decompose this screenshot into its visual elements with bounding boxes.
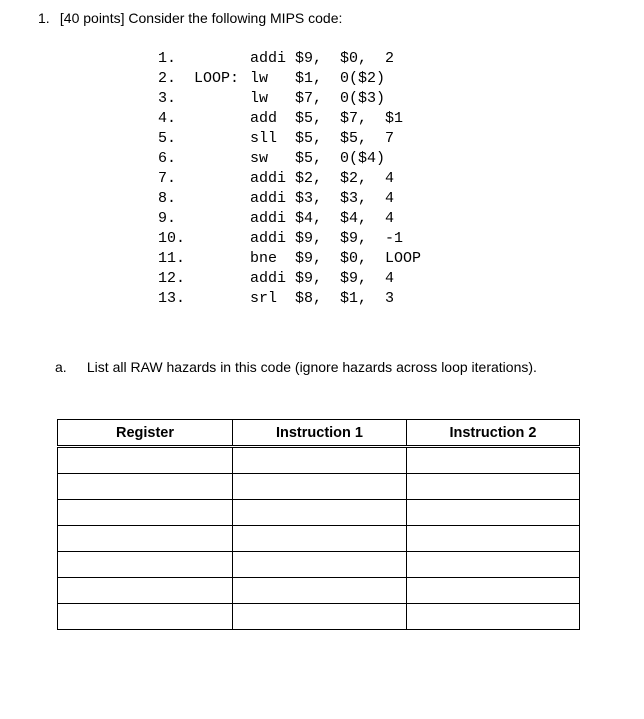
instruction: srl $8, $1, 3 bbox=[250, 290, 395, 307]
table-cell[interactable] bbox=[233, 474, 407, 500]
code-line bbox=[158, 89, 421, 109]
table-row bbox=[58, 526, 580, 552]
line-number: 13. bbox=[158, 290, 186, 307]
table-cell[interactable] bbox=[407, 526, 580, 552]
code-line bbox=[158, 229, 421, 249]
table-cell[interactable] bbox=[58, 578, 233, 604]
line-number: 9. bbox=[158, 210, 177, 227]
line-number: 7. bbox=[158, 170, 177, 187]
line-number: 11. bbox=[158, 250, 186, 267]
table-cell[interactable] bbox=[407, 578, 580, 604]
instruction: lw $1, 0($2) bbox=[250, 70, 386, 87]
table-row bbox=[58, 604, 580, 630]
table-cell[interactable] bbox=[407, 474, 580, 500]
code-line bbox=[158, 189, 421, 209]
raw-hazards-table bbox=[57, 419, 580, 630]
mips-code-listing bbox=[158, 49, 421, 309]
line-number: 1. bbox=[158, 50, 177, 67]
code-label bbox=[194, 149, 250, 169]
question-heading bbox=[38, 10, 342, 26]
table-row bbox=[58, 474, 580, 500]
instruction: addi $9, $9, 4 bbox=[250, 270, 395, 287]
instruction: sll $5, $5, 7 bbox=[250, 130, 395, 147]
table-cell[interactable] bbox=[58, 526, 233, 552]
instruction: addi $2, $2, 4 bbox=[250, 170, 395, 187]
line-number: 2. bbox=[158, 70, 177, 87]
table-cell[interactable] bbox=[233, 552, 407, 578]
question-number: 1. bbox=[38, 10, 50, 26]
code-label bbox=[194, 109, 250, 129]
table-cell[interactable] bbox=[407, 552, 580, 578]
table-header-row bbox=[58, 420, 580, 447]
table-cell[interactable] bbox=[233, 500, 407, 526]
header-instruction-2: Instruction 2 bbox=[407, 420, 580, 447]
table-cell[interactable] bbox=[407, 604, 580, 630]
line-number: 8. bbox=[158, 190, 177, 207]
table-cell[interactable] bbox=[407, 447, 580, 474]
instruction: lw $7, 0($3) bbox=[250, 90, 386, 107]
table-cell[interactable] bbox=[58, 500, 233, 526]
instruction: addi $9, $9, -1 bbox=[250, 230, 404, 247]
table-row bbox=[58, 447, 580, 474]
code-label bbox=[194, 129, 250, 149]
code-label bbox=[194, 169, 250, 189]
code-label: LOOP: bbox=[194, 70, 240, 87]
instruction: bne $9, $0, LOOP bbox=[250, 250, 422, 267]
code-label bbox=[194, 49, 250, 69]
code-line bbox=[158, 109, 421, 129]
table-cell[interactable] bbox=[233, 526, 407, 552]
instruction: sw $5, 0($4) bbox=[250, 150, 386, 167]
line-number: 3. bbox=[158, 90, 177, 107]
table-cell[interactable] bbox=[58, 474, 233, 500]
code-line bbox=[158, 169, 421, 189]
instruction: addi $9, $0, 2 bbox=[250, 50, 395, 67]
code-line bbox=[158, 209, 421, 229]
code-line bbox=[158, 249, 421, 269]
question-text: [40 points] Consider the following MIPS code: bbox=[59, 10, 343, 26]
table-cell[interactable] bbox=[58, 604, 233, 630]
table-cell[interactable] bbox=[233, 447, 407, 474]
code-line bbox=[158, 149, 421, 169]
table-cell[interactable] bbox=[407, 500, 580, 526]
code-line bbox=[158, 129, 421, 149]
code-line bbox=[158, 69, 421, 89]
table-row bbox=[58, 552, 580, 578]
code-label bbox=[194, 269, 250, 289]
table-cell[interactable] bbox=[233, 578, 407, 604]
subquestion-text: List all RAW hazards in this code (ignore hazards across loop iterations). bbox=[86, 359, 537, 375]
line-number: 4. bbox=[158, 110, 177, 127]
code-line bbox=[158, 49, 421, 69]
line-number: 5. bbox=[158, 130, 177, 147]
table-row bbox=[58, 500, 580, 526]
header-register: Register bbox=[58, 420, 233, 447]
instruction: addi $4, $4, 4 bbox=[250, 210, 395, 227]
code-label bbox=[194, 249, 250, 269]
line-number: 6. bbox=[158, 150, 177, 167]
code-label bbox=[194, 89, 250, 109]
code-label bbox=[194, 229, 250, 249]
code-line bbox=[158, 289, 421, 309]
code-label bbox=[194, 289, 250, 309]
code-label bbox=[194, 189, 250, 209]
subquestion-letter: a. bbox=[55, 359, 67, 375]
instruction: add $5, $7, $1 bbox=[250, 110, 404, 127]
line-number: 10. bbox=[158, 230, 186, 247]
code-line bbox=[158, 269, 421, 289]
instruction: addi $3, $3, 4 bbox=[250, 190, 395, 207]
header-instruction-1: Instruction 1 bbox=[233, 420, 407, 447]
table-row bbox=[58, 578, 580, 604]
subquestion-a bbox=[55, 359, 537, 375]
table-cell[interactable] bbox=[58, 552, 233, 578]
code-label bbox=[194, 209, 250, 229]
table-cell[interactable] bbox=[233, 604, 407, 630]
line-number: 12. bbox=[158, 270, 186, 287]
table-cell[interactable] bbox=[58, 447, 233, 474]
